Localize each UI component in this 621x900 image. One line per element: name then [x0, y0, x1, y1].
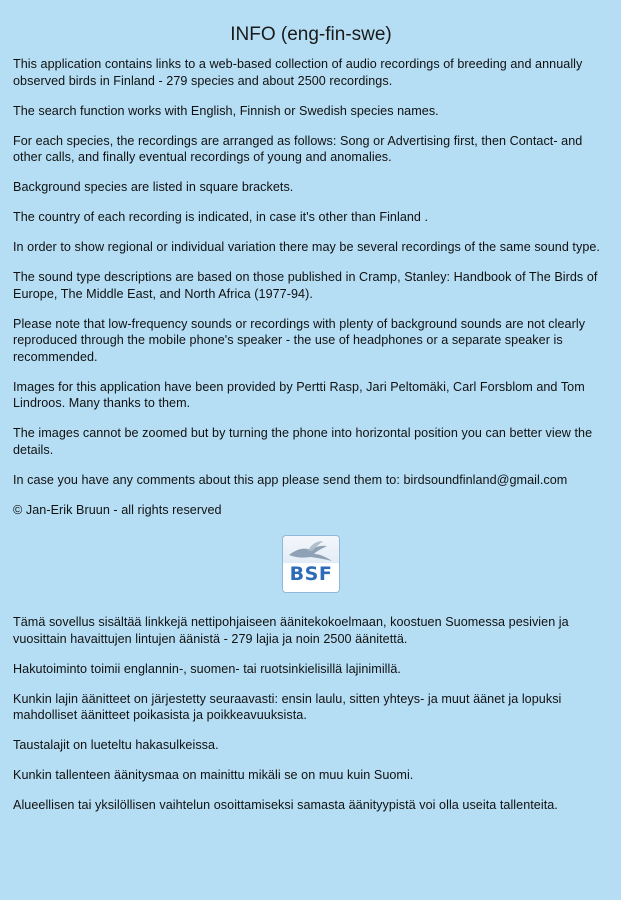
- info-paragraph-country: The country of each recording is indicated, in case it's other than Finland .: [13, 210, 429, 224]
- bird-logo-icon: [287, 539, 335, 565]
- info-paragraph-fi-app-description: Tämä sovellus sisältää linkkejä nettipohjaiseen äänitekokoelmaan, koostuen Suomessa pesivien ja vuosittain havaittujen lintujen äänistä - 279 lajia ja noin 2500 äänitettä.: [13, 615, 569, 646]
- info-paragraph-app-description: This application contains links to a web-based collection of audio recordings of breeding and annually observed birds in Finland - 279 species and about 2500 recordings.: [13, 57, 583, 88]
- info-paragraph-contact: In case you have any comments about this app please send them to: birdsoundfinland@gmail.com: [13, 472, 568, 487]
- info-paragraph-fi-variation: Alueellisen tai yksilöllisen vaihtelun osoittamiseksi samasta äänityypistä voi olla useita tallenteita.: [13, 798, 558, 812]
- info-paragraph-background-species: Background species are listed in square brackets.: [13, 180, 294, 194]
- info-paragraph-variation: In order to show regional or individual variation there may be several recordings of the same sound type.: [13, 240, 600, 254]
- logo-container: [13, 536, 609, 592]
- info-paragraph-fi-search: Hakutoiminto toimii englannin-, suomen- tai ruotsinkielisillä lajinimillä.: [13, 661, 401, 676]
- info-paragraph-arrangement: For each species, the recordings are arranged as follows: Song or Advertising first, then Contact- and other calls, and finally eventual recordings of young and anomalies.: [13, 133, 583, 164]
- info-paragraph-sound-types: The sound type descriptions are based on those published in Cramp, Stanley: Handbook of The Birds of Europe, The Middle East, and North Africa (1977-94).: [13, 270, 598, 301]
- info-paragraph-fi-country: Kunkin tallenteen äänitysmaa on mainittu mikäli se on muu kuin Suomi.: [13, 768, 414, 782]
- info-paragraph-search: The search function works with English, Finnish or Swedish species names.: [13, 103, 439, 118]
- info-paragraph-fi-arrangement: Kunkin lajin äänitteet on järjestetty seuraavasti: ensin laulu, sitten yhteys- ja muut äänet ja lopuksi mahdolliset äänitteet poikasista ja poikkeavuuksista.: [13, 691, 562, 722]
- info-paragraph-image-credits: Images for this application have been provided by Pertti Rasp, Jari Peltomäki, Carl Forsblom and Tom Lindroos. Many thanks to them.: [13, 379, 585, 410]
- logo-text: BSF: [289, 563, 333, 585]
- copyright-text: © Jan-Erik Bruun - all rights reserved: [13, 502, 222, 517]
- page-title: INFO (eng-fin-swe): [230, 24, 392, 45]
- info-paragraph-speaker-note: Please note that low-frequency sounds or recordings with plenty of background sounds are not clearly reproduced through the mobile phone's speaker - the use of headphones or a separate speaker is recommended.: [13, 316, 586, 364]
- english-section: [13, 56, 609, 518]
- finnish-section: [13, 614, 609, 814]
- info-paragraph-fi-background-species: Taustalajit on lueteltu hakasulkeissa.: [13, 738, 219, 752]
- bsf-logo: [283, 536, 339, 592]
- info-paragraph-image-zoom: The images cannot be zoomed but by turning the phone into horizontal position you can better view the details.: [13, 426, 593, 457]
